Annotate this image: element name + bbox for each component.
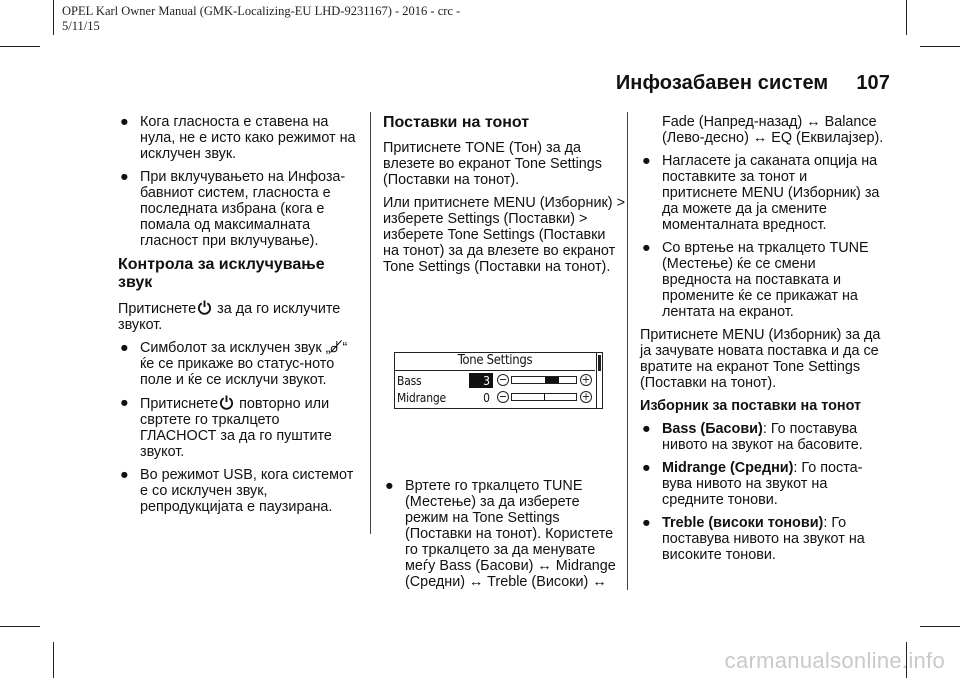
paragraph: Притиснете MENU (Изборник) за да ја зачувате новата поставка и да се вратите на екранот Tone Settings (Поставки на тонот). <box>640 327 881 391</box>
column-divider <box>627 112 628 590</box>
crop-mark <box>0 46 40 47</box>
list-item: ● Во режимот USB, кога системот е со исклучен звук, репродукцијата е паузирана. <box>120 467 354 515</box>
bullet-icon: ● <box>642 460 651 476</box>
power-icon <box>219 395 234 410</box>
screen-title: Tone Settings <box>457 353 533 368</box>
bullet-icon: ● <box>642 153 651 169</box>
list-item: ● Симболот за исклучен звук „ “ ќе се прикаже во статус-ното поле и ќе се исклучи звукот. <box>120 340 348 388</box>
document-meta: OPEL Karl Owner Manual (GMK-Localizing-EU LHD-9231167) - 2016 - crc - 5/11/15 <box>62 4 461 33</box>
minus-icon: − <box>498 373 508 386</box>
bullet-icon: ● <box>120 467 129 483</box>
plus-icon: + <box>581 373 591 386</box>
list-item: ● При вклучувањето на Инфоза-бавниот систем, гласноста е последната избрана (кога е помала од максималната гласност при вклучување). <box>120 169 346 249</box>
watermark: carmanualsonline.info <box>724 648 945 673</box>
column-2-lower <box>383 478 625 597</box>
crop-mark <box>920 46 960 47</box>
mute-paragraph: Притиснете за да го исклучите звукот. <box>118 301 341 333</box>
subheading: Изборник за поставки на тонот <box>640 398 862 414</box>
term-label: Midrange (Средни) <box>662 460 794 476</box>
bullet-icon: ● <box>642 421 651 437</box>
list-item: ● Bass (Басови): Го поставува нивото на звукот на басовите. <box>642 421 863 453</box>
bullet-icon: ● <box>642 515 651 531</box>
plus-icon: + <box>581 390 591 403</box>
list-item: ● Притиснете повторно или свртете го тркалцето ГЛАСНОСТ за да го пуштите звукот. <box>120 395 332 460</box>
list-item: ● Нагласете ја саканата опција на поставките за тонот и притиснете MENU (Изборник) за да можете да ја смените моменталната вредност. <box>642 153 880 233</box>
list-item: ● Midrange (Средни): Го поста-вува нивото на звукот на средните тонови. <box>642 460 863 508</box>
list-item: ● Со вртење на тркалцето TUNE (Местење) ќе се смени вредноста на поставката и промените ќе се прикажат на лентата на екранот. <box>642 240 869 320</box>
bullet-icon: ● <box>120 395 129 411</box>
list-item: ● Вртете го тркалцето TUNE (Местење) за да изберете режим на Tone Settings (Поставки на тонот). Користете го тркалцето за да менувате меѓу Bass (Басови) ↔ Midrange (Средни) ↔ Treble (Високи) ↔ <box>385 478 616 590</box>
row-label: Midrange <box>397 391 446 405</box>
crop-mark <box>0 626 40 627</box>
column-divider <box>370 112 371 534</box>
level-bar <box>511 393 577 401</box>
section-title: Инфозабавен систем <box>615 72 829 94</box>
row-label: Bass <box>397 374 422 388</box>
column-1 <box>118 114 358 522</box>
tone-row-midrange[interactable] <box>397 390 592 406</box>
list-item: ● Кога гласноста е ставена на нула, не е исто како режимот на исклучен звук. <box>120 114 356 162</box>
bullet-icon: ● <box>120 114 129 130</box>
term-label: Treble (високи тонови) <box>662 515 824 531</box>
page-number: 107 <box>856 72 890 94</box>
bullet-icon: ● <box>120 169 129 185</box>
mute-heading: Контрола за исклучување звук <box>118 256 325 291</box>
power-icon <box>197 300 212 315</box>
level-fill <box>545 377 559 383</box>
tone-row-bass[interactable] <box>397 373 592 389</box>
term-label: Bass (Басови) <box>662 421 763 437</box>
minus-icon: − <box>498 390 508 403</box>
divider <box>395 370 595 371</box>
bullet-icon: ● <box>385 478 394 494</box>
crop-mark <box>53 0 54 35</box>
tone-heading: Поставки на тонот <box>383 114 530 131</box>
level-bar <box>511 376 577 384</box>
bullet-icon: ● <box>642 240 651 256</box>
scrollbar-thumb <box>598 355 601 371</box>
row-value: 0 <box>483 391 490 405</box>
tone-settings-screen <box>394 352 603 409</box>
list-item: ● Treble (високи тонови): Го поставува нивото на звукот на високите тонови. <box>642 515 865 563</box>
column-3 <box>640 114 885 570</box>
scrollbar <box>596 353 602 408</box>
row-value: 3 <box>469 373 493 388</box>
crop-mark <box>53 642 54 678</box>
page-header <box>616 72 890 95</box>
crop-mark <box>906 0 907 35</box>
paragraph: Fade (Напред-назад) ↔ Balance (Лево-десно) ↔ EQ (Еквилајзер). <box>662 114 884 146</box>
paragraph: Притиснете TONE (Тон) за да влезете во екранот Tone Settings (Поставки на тонот). <box>383 140 603 188</box>
crop-mark <box>920 626 960 627</box>
column-2 <box>383 114 625 282</box>
paragraph: Или притиснете MENU (Изборник) > изберете Settings (Поставки) > изберете Tone Settings (Поставки на тонот) за да влезете во екранот Tone Settings (Поставки на тонот). <box>383 195 626 275</box>
mute-symbol-icon <box>330 340 342 353</box>
bullet-icon: ● <box>120 340 129 356</box>
level-marker <box>544 394 545 400</box>
